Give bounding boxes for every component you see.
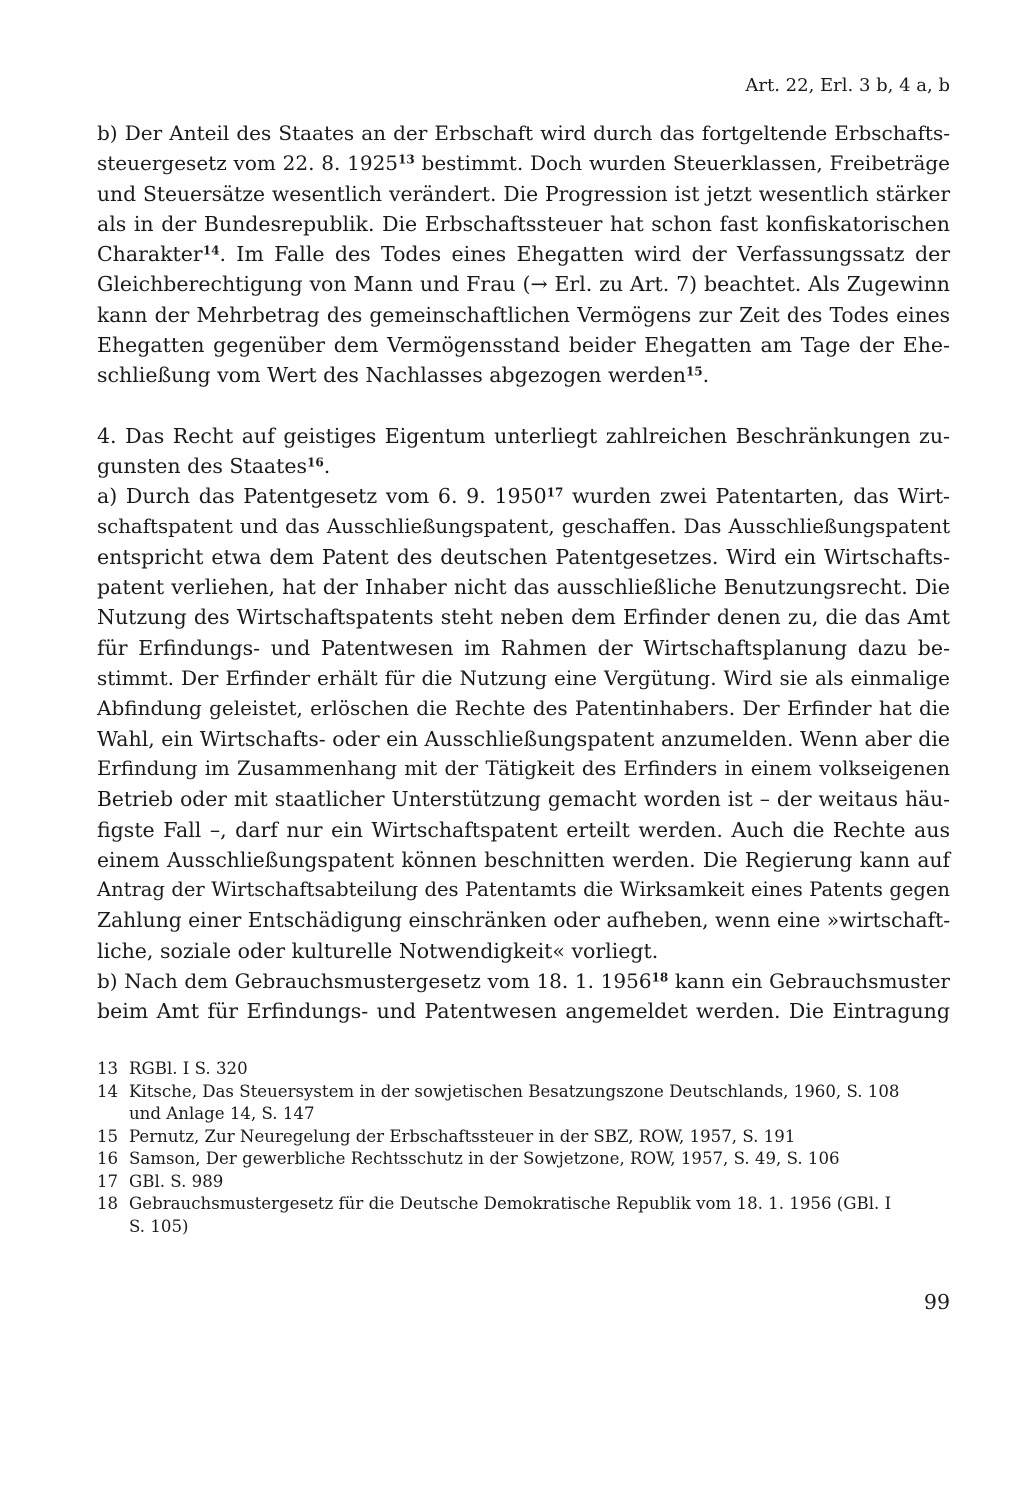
text-line (97, 663, 950, 693)
footnote-reference: 13 (398, 152, 415, 167)
footnote-text: RGBl. I S. 320 (129, 1059, 248, 1078)
text-run: gunsten des Staates (97, 453, 308, 478)
text-line (97, 845, 950, 875)
text-line (97, 360, 950, 390)
text-run: . (702, 363, 710, 388)
footnote (97, 1081, 950, 1126)
text-run: 4. Das Recht auf geistiges Eigentum unterliegt zahlreichen Beschränkungen zu- (97, 423, 950, 448)
text-run: kann ein Gebrauchsmuster (668, 969, 950, 994)
footnote-text: Samson, Der gewerbliche Rechtsschutz in der Sowjetzone, ROW, 1957, S. 49, S. 106 (129, 1149, 840, 1168)
footnote-text: GBl. S. 989 (129, 1171, 224, 1191)
footnote-number: 13 (97, 1059, 119, 1078)
text-run: liche, soziale oder kulturelle Notwendigkeit« vorliegt. (97, 938, 659, 963)
footnote-number: 18 (97, 1194, 119, 1213)
text-run: Betrieb oder mit staatlicher Unterstützung gemacht worden ist – der weitaus häu- (97, 787, 950, 812)
text-line (97, 724, 950, 754)
footnote-number: 16 (97, 1149, 119, 1168)
text-run: patent verliehen, hat der Inhaber nicht das ausschließliche Benutzungsrecht. Die (97, 575, 950, 600)
footnote (97, 1126, 950, 1149)
paragraph (97, 118, 950, 391)
footnote (97, 1058, 950, 1081)
text-line (97, 996, 950, 1026)
text-run: Wahl, ein Wirtschafts- oder ein Ausschließungspatent anzumelden. Wenn aber die (97, 726, 951, 751)
text-run: entspricht etwa dem Patent des deutschen Patentgesetzes. Wird ein Wirtschafts- (97, 544, 950, 569)
text-line (97, 179, 950, 209)
text-line (97, 118, 950, 148)
text-line (97, 451, 950, 481)
text-run: stimmt. Der Erfinder erhält für die Nutzung eine Vergütung. Wird sie als einmalige (97, 666, 950, 691)
text-run: bestimmt. Doch wurden Steuerklassen, Freibeträge (414, 151, 951, 176)
text-run: Nutzung des Wirtschaftspatents steht neben dem Erfinder denen zu, die das Amt (97, 605, 950, 630)
text-run: und Steuersätze wesentlich verändert. Die Progression ist jetzt wesentlich stärker (97, 181, 950, 206)
footnote-text: und Anlage 14, S. 147 (129, 1104, 315, 1123)
text-line (97, 481, 950, 511)
text-line (97, 966, 950, 996)
text-line (97, 542, 950, 572)
footnote (97, 1193, 950, 1238)
text-line (97, 300, 950, 330)
paragraph (97, 966, 950, 1027)
text-line (97, 633, 950, 663)
text-line (97, 148, 950, 178)
footnote (97, 1148, 950, 1171)
text-run: Gleichberechtigung von Mann und Frau (→ Erl. zu Art. 7) beachtet. Als Zugewinn (97, 272, 950, 297)
body-text (97, 118, 950, 1027)
text-run: beim Amt für Erfindungs- und Patentwesen angemeldet werden. Die Eintragung (97, 999, 950, 1024)
paragraph (97, 481, 950, 966)
text-line (97, 905, 950, 935)
text-line (97, 936, 950, 966)
text-line (97, 239, 950, 269)
text-run: Ehegatten gegenüber dem Vermögensstand beider Ehegatten am Tage der Ehe- (97, 333, 950, 358)
text-run: schließung vom Wert des Nachlasses abgezogen werden (97, 363, 686, 388)
text-line (97, 421, 950, 451)
text-run: figste Fall –, darf nur ein Wirtschaftspatent erteilt werden. Auch die Rechte aus (97, 817, 950, 842)
text-run: Abfindung geleistet, erlöschen die Rechte des Patentinhabers. Der Erfinder hat die (97, 696, 950, 721)
text-run: als in der Bundesrepublik. Die Erbschaftssteuer hat schon fast konfiskatorischen (97, 211, 950, 236)
text-line (97, 693, 950, 723)
text-line (97, 572, 950, 602)
text-run: für Erfindungs- und Patentwesen im Rahmen der Wirtschaftsplanung dazu be- (97, 635, 950, 660)
text-run: Antrag der Wirtschaftsabteilung des Patentamts die Wirksamkeit eines Patents gegen (97, 878, 950, 902)
footnote-reference: 18 (651, 970, 669, 985)
text-run: . Im Falle des Todes eines Ehegatten wird der Verfassungssatz der (219, 242, 950, 267)
footnote-text: Pernutz, Zur Neuregelung der Erbschaftssteuer in der SBZ, ROW, 1957, S. 191 (129, 1126, 796, 1146)
paragraph-gap (97, 391, 950, 421)
text-line (97, 512, 950, 542)
text-line (97, 875, 950, 905)
running-head: Art. 22, Erl. 3 b, 4 a, b (745, 75, 950, 96)
text-line (97, 754, 950, 784)
text-run: Zahlung einer Entschädigung einschränken oder aufheben, wenn eine »wirtschaft- (97, 908, 951, 933)
text-line (97, 602, 950, 632)
footnote (97, 1171, 950, 1194)
text-line (97, 784, 950, 814)
page-number: 99 (923, 1290, 950, 1314)
footnote-number: 15 (97, 1126, 119, 1146)
footnote-reference: 16 (307, 455, 324, 470)
text-line (97, 815, 950, 845)
footnote-text: S. 105) (129, 1216, 189, 1236)
text-run: a) Durch das Patentgesetz vom 6. 9. 1950 (97, 484, 547, 509)
paragraph (97, 421, 950, 482)
text-run: . (323, 453, 331, 478)
footnote-text: Kitsche, Das Steuersystem in der sowjetischen Besatzungszone Deutschlands, 1960, S. 108 (129, 1081, 900, 1101)
book-page (97, 0, 950, 1504)
text-run: Erfindung im Zusammenhang mit der Tätigkeit des Erfinders in einem volkseigenen (97, 756, 950, 780)
text-run: b) Nach dem Gebrauchsmustergesetz vom 18. 1. 1956 (97, 969, 652, 994)
text-run: Charakter (97, 242, 203, 267)
footnotes (97, 1058, 950, 1238)
text-run: einem Ausschließungspatent können beschnitten werden. Die Regierung kann auf (97, 847, 950, 872)
text-line (97, 269, 950, 299)
text-line (97, 209, 950, 239)
text-line (97, 330, 950, 360)
text-run: kann der Mehrbetrag des gemeinschaftlichen Vermögens zur Zeit des Todes eines (97, 302, 950, 327)
footnote-number: 17 (97, 1171, 119, 1191)
footnote-reference: 17 (546, 485, 564, 500)
text-run: schaftspatent und das Ausschließungspatent, geschaffen. Das Ausschließungspatent (97, 514, 950, 538)
footnote-number: 14 (97, 1081, 119, 1101)
text-run: wurden zwei Patentarten, das Wirt- (563, 484, 950, 509)
footnote-reference: 15 (685, 364, 703, 379)
footnote-reference: 14 (202, 243, 220, 258)
text-run: steuergesetz vom 22. 8. 1925 (97, 151, 399, 176)
footnote-text: Gebrauchsmustergesetz für die Deutsche Demokratische Republik vom 18. 1. 1956 (GBl. I (129, 1194, 892, 1213)
text-run: b) Der Anteil des Staates an der Erbschaft wird durch das fortgeltende Erbschafts- (97, 121, 950, 145)
